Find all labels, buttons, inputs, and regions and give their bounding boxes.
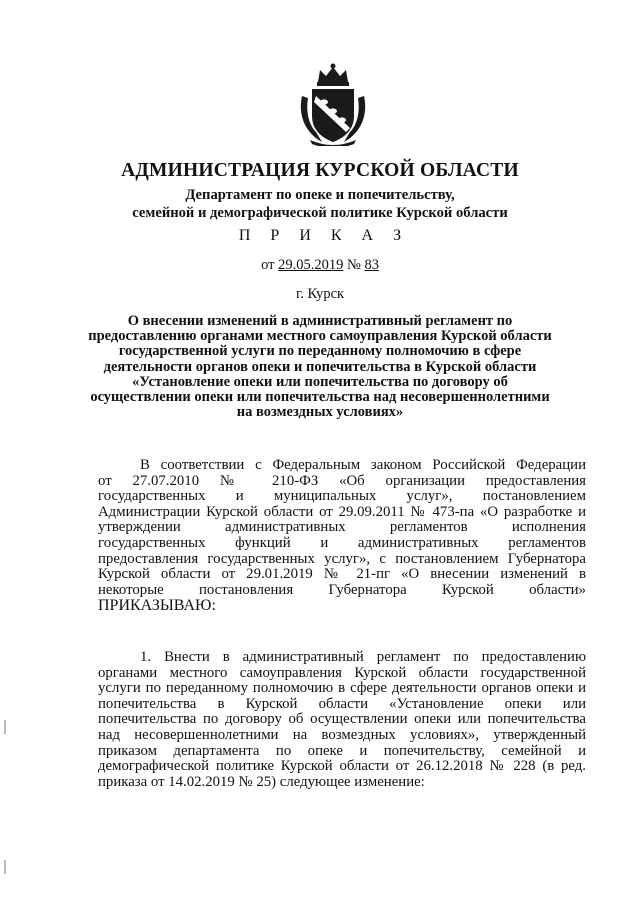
kursk-coat-of-arms-icon bbox=[296, 62, 370, 146]
subject-line: деятельности органов опеки и попечительства в Курской области bbox=[103, 358, 537, 375]
paragraph-line: услуги по переданному полномочию в сфере деятельности органов опеки и bbox=[98, 680, 586, 697]
paragraph-line: государственных функций и административных регламентов bbox=[98, 534, 586, 551]
paragraph-line: 1. Внести в административный регламент по предоставлению bbox=[140, 649, 586, 665]
subject-line: государственной услуги по переданному полномочию в сфере bbox=[118, 343, 522, 360]
paragraph-line: от 27.07.2010 № 210-ФЗ «Об организации предоставления bbox=[98, 472, 586, 489]
subject-line: на возмездных условиях» bbox=[236, 404, 404, 421]
preamble-paragraph bbox=[98, 458, 586, 614]
paragraph-line: утверждении административных регламентов исполнения bbox=[98, 519, 586, 536]
paragraph-line: попечительства по договору об осуществлении опеки или попечительства bbox=[98, 711, 586, 728]
paragraph-line: Курской области от 29.01.2019 № 21-пг «О внесении изменений в bbox=[98, 566, 586, 583]
document-type: П Р И К А З bbox=[238, 227, 410, 244]
prikazyvayu: ПРИКАЗЫВАЮ: bbox=[98, 597, 216, 615]
number-sign: № bbox=[346, 257, 361, 273]
scan-edge-mark bbox=[4, 860, 6, 874]
paragraph-line: приказом департамента по опеке и попечительству, семейной и bbox=[98, 742, 586, 759]
paragraph-line: приказа от 14.02.2019 № 25) следующее изменение: bbox=[98, 773, 425, 790]
paragraph-line: государственных и муниципальных услуг», постановлением bbox=[98, 488, 586, 505]
department-name bbox=[0, 186, 640, 222]
order-date: 29.05.2019 bbox=[278, 257, 344, 273]
paragraph-line: демографической политике Курской области от 26.12.2018 № 228 (в ред. bbox=[98, 758, 586, 775]
subject-line: осуществлении опеки или попечительства над несовершеннолетними bbox=[90, 389, 550, 406]
subject-line: предоставлению органами местного самоуправления Курской области bbox=[88, 328, 552, 345]
department-line: семейной и демографической политике Курской области bbox=[132, 205, 508, 221]
paragraph-line: В соответствии с Федеральным законом Российской Федерации bbox=[140, 457, 586, 473]
paragraph-line: попечительства в Курской области «Установление опеки или bbox=[98, 695, 586, 712]
paragraph-line: Администрации Курской области от 29.09.2011 № 473-па «О разработке и bbox=[98, 503, 586, 520]
order-item-1 bbox=[98, 650, 586, 790]
order-number: 83 bbox=[364, 257, 379, 273]
order-subject bbox=[0, 314, 640, 420]
subject-line: О внесении изменений в административный регламент по bbox=[127, 313, 513, 329]
date-prefix: от bbox=[261, 257, 275, 273]
paragraph-line: некоторые постановления Губернатора Курской области» bbox=[98, 581, 586, 598]
paragraph-line: предоставления государственных услуг», с постановлением Губернатора bbox=[98, 550, 586, 567]
paragraph-line: органами местного самоуправления Курской области государственной bbox=[98, 664, 586, 681]
scan-edge-mark bbox=[4, 720, 6, 734]
city: г. Курск bbox=[295, 286, 345, 302]
paragraph-line: над несовершеннолетними на возмездных условиях», утвержденный bbox=[98, 726, 586, 743]
organization-title: АДМИНИСТРАЦИЯ КУРСКОЙ ОБЛАСТИ bbox=[121, 160, 519, 181]
date-number-line bbox=[0, 257, 640, 274]
subject-line: «Установление опеки или попечительства по договору об bbox=[132, 373, 508, 390]
department-line: Департамент по опеке и попечительству, bbox=[185, 187, 455, 203]
